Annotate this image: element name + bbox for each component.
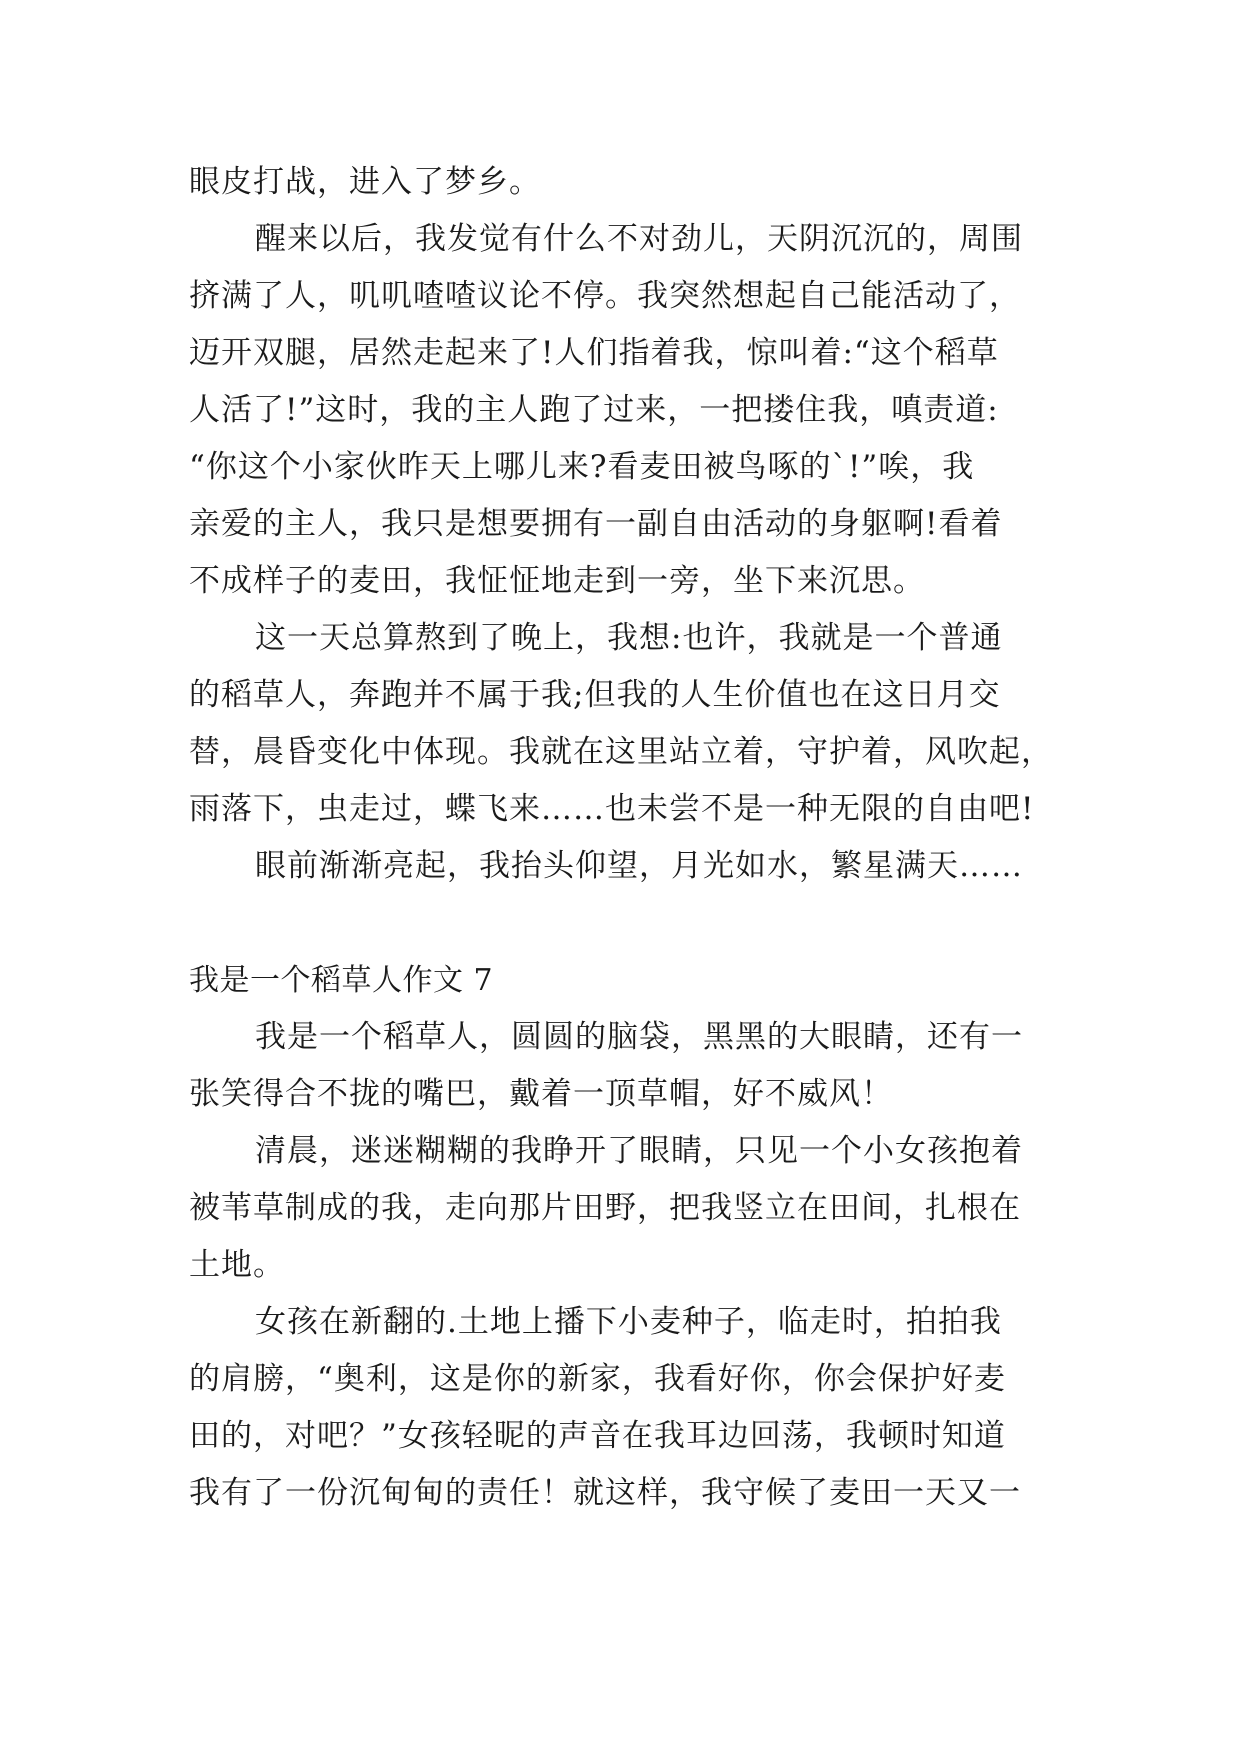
paragraph-line: 亲爱的主人，我只是想要拥有一副自由活动的身躯啊!看着: [189, 506, 1003, 542]
paragraph-line: 我有了一份沉甸甸的责任！就这样，我守候了麦田一天又一: [189, 1475, 1021, 1511]
paragraph-line: 替，晨昏变化中体现。我就在这里站立着，守护着，风吹起，: [189, 734, 1053, 770]
paragraph-line: 被苇草制成的我，走向那片田野，把我竖立在田间，扎根在: [189, 1190, 1021, 1226]
section-title: 我是一个稻草人作文 7: [189, 963, 494, 998]
paragraph-line: 眼皮打战，进入了梦乡。: [189, 164, 541, 200]
paragraph-line: 不成样子的麦田，我怔怔地走到一旁，坐下来沉思。: [189, 563, 925, 599]
paragraph-line: 迈开双腿，居然走起来了!人们指着我，惊叫着:“这个稻草: [189, 335, 999, 371]
paragraph-line: 女孩在新翻的.土地上播下小麦种子，临走时，拍拍我: [255, 1304, 1002, 1340]
paragraph-line: 人活了!”这时，我的主人跑了过来，一把搂住我，嗔责道:: [189, 392, 999, 428]
paragraph-line: 清晨，迷迷糊糊的我睁开了眼睛，只见一个小女孩抱着: [255, 1133, 1023, 1169]
paragraph-line: 醒来以后，我发觉有什么不对劲儿，天阴沉沉的，周围: [255, 221, 1023, 257]
paragraph-line: 我是一个稻草人，圆圆的脑袋，黑黑的大眼睛，还有一: [255, 1019, 1023, 1055]
paragraph-line: 的稻草人，奔跑并不属于我;但我的人生价值也在这日月交: [189, 677, 1001, 713]
document-body: [189, 154, 1069, 1522]
paragraph-line: 眼前渐渐亮起，我抬头仰望，月光如水，繁星满天……: [255, 848, 1023, 884]
paragraph-line: 的肩膀，“奥利，这是你的新家，我看好你，你会保护好麦: [189, 1361, 1006, 1397]
paragraph-line: “你这个小家伙昨天上哪儿来?看麦田被鸟啄的`!”唉，我: [189, 449, 975, 485]
paragraph-line: 这一天总算熬到了晚上，我想:也许，我就是一个普通: [255, 620, 1003, 656]
paragraph-line: 雨落下，虫走过，蝶飞来……也未尝不是一种无限的自由吧!: [189, 791, 1035, 827]
paragraph-line: 张笑得合不拢的嘴巴，戴着一顶草帽，好不威风！: [189, 1076, 893, 1112]
paragraph-line: 挤满了人，叽叽喳喳议论不停。我突然想起自己能活动了，: [189, 278, 1021, 314]
paragraph-line: 土地。: [189, 1247, 285, 1283]
section-spacer: [189, 895, 1069, 952]
paragraph-line: 田的，对吧？”女孩轻昵的声音在我耳边回荡，我顿时知道: [189, 1418, 1006, 1454]
